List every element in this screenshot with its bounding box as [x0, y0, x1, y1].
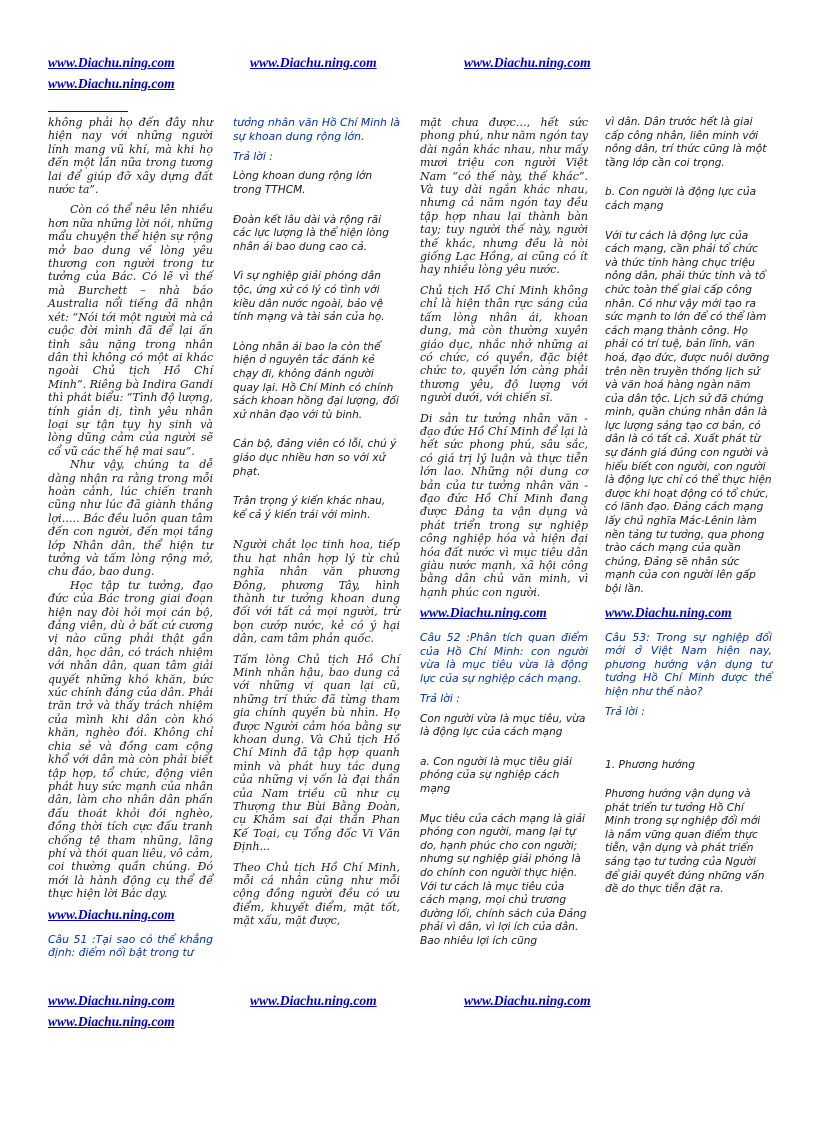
footer-link-3[interactable]: www.Diachu.ning.com — [464, 993, 591, 1008]
col3-section: Con người vừa là mục tiêu, vừa là động lực của cách mạng — [420, 712, 586, 739]
col1-paragraph: Còn có thể nêu lên nhiều hơn nữa những lời nói, những mẩu chuyện thể hiện sự rộng mở bao dung về lòng yêu thương con người trong tư tưởng của Bác. Có lẽ vì thế mà Burchett – nhà báo Australia nổi tiếng đã nhận xét: “Nói tới một người mà cả cuộc đời mình đã để lại ấn tình sâu nặng trong nhân dân thì không có một ai khác ngoài Chủ tịch Hồ Chí Minh”. Riêng bà Indira Gandi thì phát biểu: “Tình độ lượng, tính giản dị, tình yêu nhân loại sự tận tụy hy sinh và lòng dũng cảm của người sẽ cổ vũ các thế hệ mai sau”. — [48, 203, 213, 458]
column-1 — [48, 116, 213, 967]
footer-link-4[interactable]: www.Diachu.ning.com — [48, 1014, 175, 1029]
question-52: Câu 52 :Phân tích quan điểm của Hồ Chí Minh: con người vừa là mục tiêu vừa là động lực của sự nghiệp cách mạng. — [420, 631, 588, 685]
col2-paragraph: Người chắt lọc tinh hoa, tiếp thu hạt nhân hợp lý từ chủ nghĩa nhân văn phương Đông, phương Tây, hình thành tư tưởng khoan dung đối với tất cả mọi người, trừ bọn cướp nước, kẻ có ý hại dân, cam tâm phản quốc. — [233, 538, 400, 646]
col4-section: 1. Phương hướng — [605, 758, 695, 771]
col2-paragraph: Cán bộ, đảng viên có lỗi, chú ý giáo dục nhiều hơn so với xử phạt. — [233, 438, 397, 478]
col3-section: Mục tiêu của cách mạng là giải phóng con người, mang lại tự do, hạnh phúc cho con người; nhưng sự nghiệp giải phóng là do chính con người thực hiện. Với tư cách là mục tiêu của cách mạng, mọi chủ trương đường lối, chính sách của Đảng phải vì dân, vì lợi ích của dân. Bao nhiêu lợi ích cũng — [420, 812, 587, 947]
col3-paragraph: Di sản tư tưởng nhân văn - đạo đức Hồ Chí Minh để lại là hết sức phong phú, sâu sắc, có giá trị lý luận và thực tiễn lớn lao. Những nội dung cơ bản của tư tưởng nhân văn - đạo đức Hồ Chí Minh đang được Đảng ta vận dụng và phát triển trong sự nghiệp công nghiệp hóa và hiện đại hóa đất nước vì mục tiêu dân giàu nước mạnh, xã hội công bằng dân chủ văn minh, vì hạnh phúc con người. — [420, 411, 588, 599]
col2-paragraph: Theo Chủ tịch Hồ Chí Minh, mỗi cá nhân cũng như mỗi cộng đồng người đều có ưu điểm, khuyết điểm, mặt tốt, mặt xấu, mặt được, — [233, 860, 400, 928]
col4-section: Phương hướng vận dụng và phát triển tư tưởng Hồ Chí Minh trong sự nghiệp đổi mới là nắm vững quan điểm thực tiễn, vận dụng và phát triển sáng tạo tư tưởng của Người để giải quyết đúng những vấn đề do thực tiễn đặt ra. — [605, 788, 765, 896]
header-links-row — [48, 55, 748, 71]
col1-paragraph: Học tập tư tưởng, đạo đức của Bác trong giai đoạn hiện nay đòi hỏi mọi cán bộ, đảng viên, dù ở bất cứ cương vị nào cũng phải thật gần dân, học dân, có trách nhiệm với nhân dân, quan tâm giải quyết những khó khăn, bức xúc chính đáng của dân. Phải trăn trở và thấy trách nhiệm của mình khi dân còn khó khăn, nghèo đói. Không chỉ chia sẻ và đồng cam cộng khổ với dân mà còn phải biết tập hợp, tổ chức, động viên phát huy sức mạnh của nhân dân, làm cho nhân dân phấn đấu thoát khỏi đói nghèo, đồng thời tích cực đấu tranh chống tệ tham nhũng, lãng phí và thói quan liêu, vô cảm, coi thường quần chúng. Đó mới là hành động cụ thể để thực hiện lời Bác dạy. — [48, 578, 213, 901]
col4-section: Với tư cách là động lực của cách mạng, cần phải tổ chức và thức tỉnh hàng chục triệu nông dân, phải thức tỉnh và tổ chức toàn thể giai cấp công nhân. Có như vậy mới tạo ra sức mạnh to lớn để có thể làm cách mạng thành công. Họ phải có trí tuệ, bản lĩnh, văn hoá, đạo đức, được nuôi dưỡng trên nền truyền thống lịch sử và văn hoá hàng ngàn năm của dân tộc. Lịch sử đã chứng minh, quần chúng nhân dân là lực lượng sáng tạo cơ bản, có dân là có tất cả. Xuất phát từ sự đánh giá đúng con người và hiểu biết con người, con người là động lực chỉ có thể thực hiện được khi hoạt động có tổ chức, có lãnh đạo. Đảng cách mạng lấy chủ nghĩa Mác-Lênin làm nền tảng tư tưởng, qua phong trào cách mạng của quần chúng, Đảng sẽ nhân sức mạnh của con người lên gấp bội lần. — [605, 229, 772, 595]
footer-link-1[interactable]: www.Diachu.ning.com — [48, 993, 175, 1008]
header-link-3[interactable]: www.Diachu.ning.com — [464, 55, 591, 70]
column-3 — [420, 116, 588, 957]
answer-label: Trả lời : — [605, 705, 645, 719]
col3-paragraph: Chủ tịch Hồ Chí Minh không chỉ là hiện thân rực sáng của tấm lòng nhân ái, khoan dung, mà còn thường xuyên giáo dục, nhắc nhở những ai có chức, có quyền, đặc biệt chức to, quyền lớn càng phải thương yêu, độ lượng với người dưới, với chiến sĩ. — [420, 283, 588, 405]
inline-site-link[interactable]: www.Diachu.ning.com — [605, 604, 732, 620]
col2-paragraph: Tấm lòng Chủ tịch Hồ Chí Minh nhân hậu, bao dung cả với những vị quan lại cũ, những trí thức đã từng tham gia chính quyền bù nhìn. Họ được Người cảm hóa bằng sự khoan dung. Và Chủ tịch Hồ Chí Minh đã tập hợp quanh mình và phát huy tác dụng của những vị vốn là đại thần của Nam triều cũ như cụ Thượng thư Bùi Bằng Đoàn, cụ Khâm sai đại thần Phan Kế Toại, cụ Tổng đốc Vi Văn Định... — [233, 652, 400, 854]
inline-site-link[interactable]: www.Diachu.ning.com — [48, 906, 175, 922]
page-footer — [48, 993, 748, 1030]
col2-paragraph: Trân trọng ý kiến khác nhau, kể cả ý kiến trái với mình. — [233, 495, 386, 521]
col2-paragraph: Lòng nhân ái bao la còn thể hiện ở nguyên tắc đánh kẻ chạy đi, không đánh người quay lại. Hồ Chí Minh có chính sách khoan hồng đại lượng, đối xử nhân đạo với tù binh. — [233, 340, 399, 421]
question-53: Câu 53: Trong sự nghiệp đổi mới ở Việt Nam hiện nay, phương hướng vận dụng tư tưởng Hồ Chí Minh được thể hiện như thế nào? — [605, 630, 772, 698]
header-link-1[interactable]: www.Diachu.ning.com — [48, 55, 175, 70]
question-51: Câu 51 :Tại sao có thể khẳng định: điểm nổi bật trong tư — [48, 932, 213, 960]
col2-paragraph: Vì sự nghiệp giải phóng dân tộc, ứng xử có lý có tình với kiều dân nước ngoài, bảo vệ tính mạng và tài sản của họ. — [233, 270, 385, 324]
col1-paragraph: không phải họ đến đây như hiện nay với những người lính mang vũ khí, mà khi họ đến một lần nữa trong tương lai để giúp đỡ xây dựng đất nước ta”. — [48, 116, 213, 197]
answer-label: Trả lời : — [420, 692, 460, 706]
col2-paragraph: Đoàn kết lâu dài và rộng rãi các lực lượng là thể hiện lòng nhân ái bao dung cao cả. — [233, 213, 389, 253]
header-link-4[interactable]: www.Diachu.ning.com — [48, 76, 175, 91]
inline-site-link[interactable]: www.Diachu.ning.com — [420, 605, 547, 621]
header-link-2[interactable]: www.Diachu.ning.com — [250, 55, 377, 70]
col2-paragraph: Lòng khoan dung rộng lớn trong TTHCM. — [233, 170, 373, 196]
footer-links-row — [48, 993, 748, 1009]
header-divider — [48, 111, 128, 112]
col3-paragraph: mặt chưa được…, hết sức phong phú, như năm ngón tay dài ngắn khác nhau, như mấy mươi triệu con người Việt Nam “có thế này, thế khác”. Và tuy dài ngắn khác nhau, nhưng cả năm ngón tay đều tập hợp nhau lại thành bàn tay; tuy người thế này, người thế khác, nhưng đều là nòi giống Lạc Hồng, ai cũng có ít hay nhiều lòng yêu nước. — [420, 116, 588, 277]
footer-link-2[interactable]: www.Diachu.ning.com — [250, 993, 377, 1008]
column-4 — [605, 116, 772, 913]
col1-paragraph: Như vậy, chúng ta dễ dàng nhận ra rằng trong mỗi hoàn cảnh, lúc chiến tranh cũng như lúc đã giành thắng lợi….. Bác đều luôn quan tâm đến con người, đến mọi tầng lớp Nhân dân, thể hiện tư tưởng và tấm lòng rộng mở, chu đáo, bao dung. — [48, 458, 213, 579]
answer-label: Trả lời : — [233, 150, 273, 163]
column-2 — [233, 116, 400, 935]
page-header — [48, 55, 748, 92]
col4-section: vì dân. Dân trước hết là giai cấp công nhân, liên minh với nông dân, trí thức cũng là một tầng lớp cần coi trọng. — [605, 116, 767, 169]
col3-section: a. Con người là mục tiêu giải phóng của sự nghiệp cách mạng — [420, 755, 572, 795]
question-51-continued: tưởng nhân văn Hồ Chí Minh là sự khoan dung rộng lớn. — [233, 116, 400, 143]
col4-section: b. Con người là động lực của cách mạng — [605, 186, 757, 212]
